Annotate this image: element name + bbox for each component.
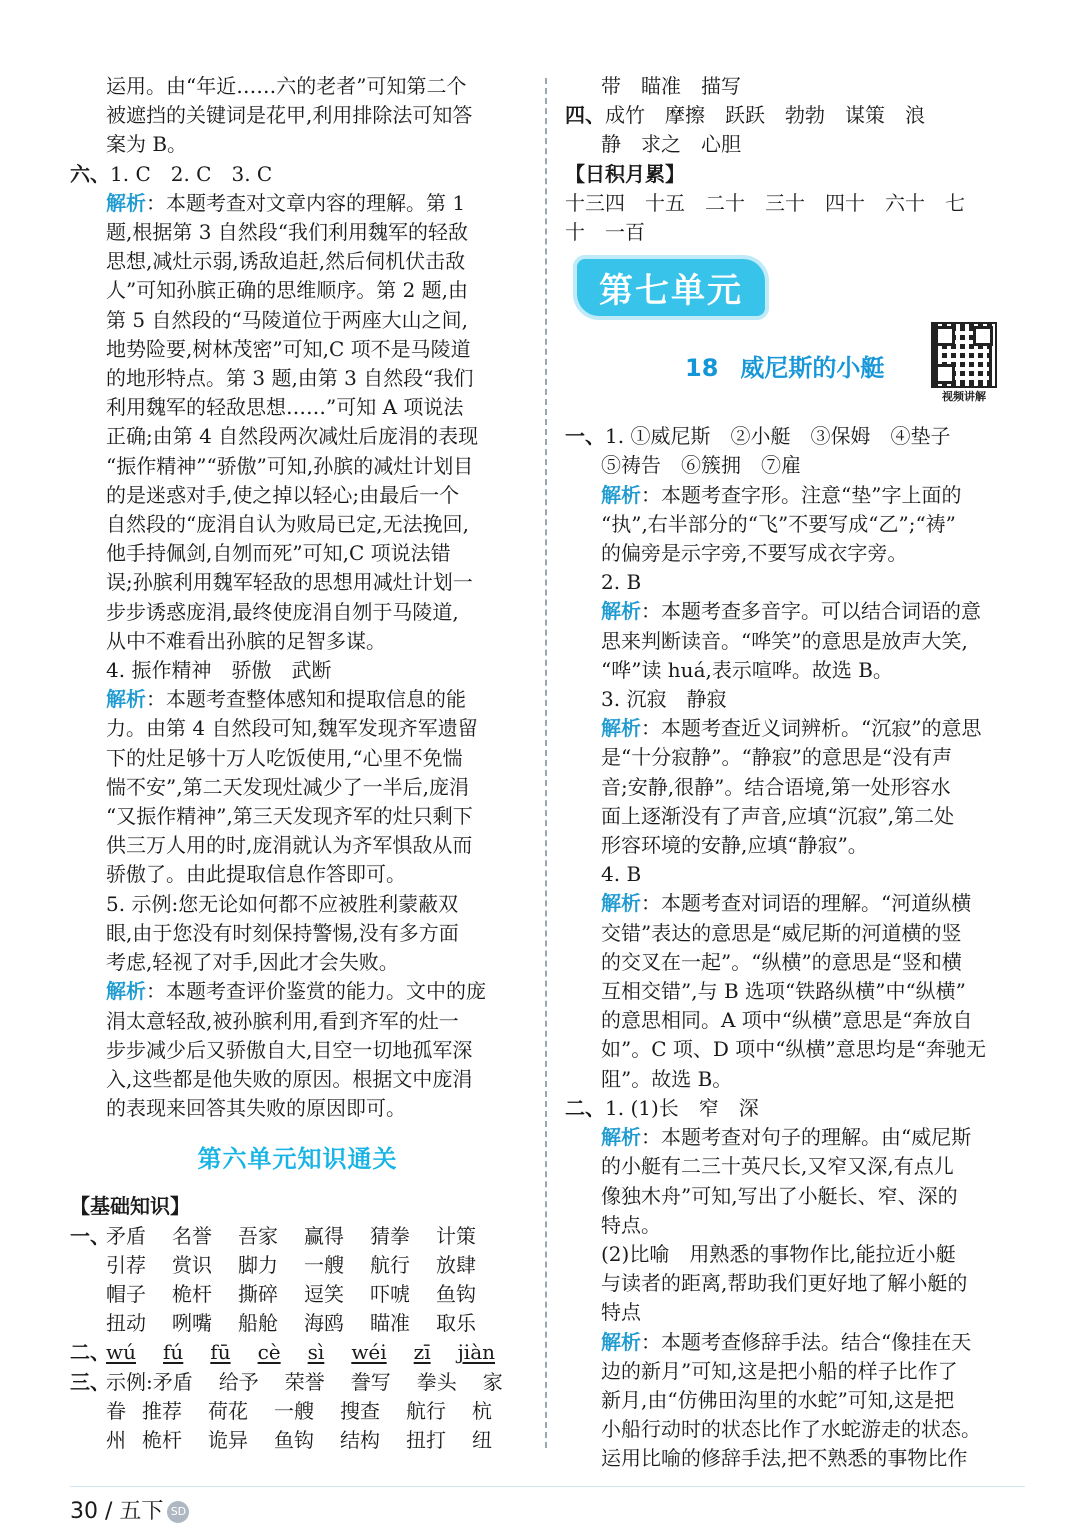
word: 赏识 — [172, 1252, 212, 1277]
section-6-text: 1. C 2. C 3. C — [110, 161, 273, 186]
analysis-text: 正确;由第 4 自然段两次减灶后庞涓的表现 — [106, 424, 479, 449]
analysis-line — [106, 393, 525, 422]
analysis-text: 的地形特点。第 3 题,由第 3 自然段“我们 — [106, 366, 474, 391]
page-separator: / — [105, 1499, 113, 1524]
analysis-line — [106, 452, 525, 481]
indent — [70, 1309, 106, 1338]
r-q1-line1: 1. ①威尼斯 ②小艇 ③保姆 ④垫子 — [605, 424, 951, 449]
unit-6-title: 第六单元知识通关 — [197, 1145, 398, 1174]
analysis-text: 步步诱惑庞涓,最终使庞涓自刎于马陵道, — [106, 599, 459, 624]
r-question-4: 4. B — [601, 862, 642, 887]
analysis-text: 涓太意轻敌,被孙膑利用,看到齐军的灶一 — [106, 1008, 459, 1033]
analysis-line — [106, 364, 525, 393]
analysis-line — [106, 744, 525, 773]
analysis-block — [565, 1328, 1025, 1474]
analysis-line — [106, 510, 525, 539]
pinyin: fú — [163, 1340, 184, 1365]
analysis-block — [70, 977, 525, 1123]
word: 眷 — [106, 1398, 126, 1423]
analysis-text: 的交叉在一起”。“纵横”的意思是“竖和横 — [601, 949, 962, 974]
section-4-words — [565, 101, 1025, 159]
analysis-line — [601, 1035, 1025, 1064]
analysis-line — [106, 539, 525, 568]
word: 荣誉 — [284, 1369, 325, 1394]
pinyin: sì — [307, 1340, 325, 1365]
analysis-label: 解析 — [601, 1329, 641, 1354]
word: 结构 — [340, 1427, 380, 1452]
answer-line: 考虑,轻视了对手,因此才会失败。 — [106, 950, 399, 975]
word: 矛盾 — [106, 1223, 146, 1248]
analysis-text: 的小艇有二三十英尺长,又窄又深,有点儿 — [601, 1154, 954, 1179]
column-divider — [545, 78, 547, 1448]
analysis-text: 的是迷惑对手,使之掉以轻心;由最后一个 — [106, 482, 460, 507]
word-row — [70, 1368, 525, 1397]
analysis-block — [70, 685, 525, 889]
analysis-text: 自然段的“庞涓自认为败局已定,无法挽回, — [106, 512, 469, 537]
analysis-line — [601, 1006, 1025, 1035]
daily-line: 十三四 十五 二十 三十 四十 六十 七 — [565, 190, 965, 215]
daily-line: 十 一百 — [565, 220, 645, 245]
analysis-text: 特点。 — [601, 1212, 661, 1237]
r-section-2-q1 — [565, 1094, 1025, 1123]
analysis-block — [565, 481, 1025, 569]
answer-line: 眼,由于您没有时刻保持警惕,没有多方面 — [106, 920, 459, 945]
analysis-line — [106, 481, 525, 510]
analysis-text: 形容环境的安静,应填“静寂”。 — [601, 833, 868, 858]
r-question-3: 3. 沉寂 静寂 — [601, 687, 727, 712]
analysis-text: 下的灶足够十万人吃饭使用,“心里不免惴 — [106, 745, 463, 770]
word: 脚力 — [238, 1252, 278, 1277]
word-row — [70, 1397, 525, 1426]
intro-line: 案为 B。 — [106, 132, 188, 157]
example-prefix: 示例: — [106, 1369, 153, 1394]
analysis-text: 第 5 自然段的“马陵道位于两座大山之间, — [106, 307, 469, 332]
indent — [70, 1397, 106, 1426]
word: 猜拳 — [370, 1223, 410, 1248]
r-section-2-mark: 二、 — [565, 1095, 605, 1120]
indent — [70, 1426, 106, 1455]
pinyin-list — [106, 1338, 522, 1367]
section-2-pinyin — [70, 1338, 525, 1367]
word: 一艘 — [304, 1252, 344, 1277]
analysis-text: 互相交错”,与 B 选项“铁路纵横”中“纵横” — [601, 979, 966, 1004]
analysis-line — [601, 510, 1025, 539]
word: 给予 — [218, 1369, 259, 1394]
section-2-mark: 二、 — [70, 1340, 110, 1365]
analysis-line — [601, 831, 1025, 860]
analysis-text: 新月,由“仿佛田沟里的水蛇”可知,这是把 — [601, 1387, 955, 1412]
analysis-text: “哗”读 huá,表示喧哗。故选 B。 — [601, 657, 893, 682]
word: 纽 — [472, 1427, 492, 1452]
analysis-text: 阻”。故选 B。 — [601, 1066, 733, 1091]
analysis-line — [601, 977, 1025, 1006]
analysis-text: 音;安静,很静”。结合语境,第一处形容水 — [601, 774, 951, 799]
analysis-text: 题,根据第 3 自然段“我们利用魏军的轻敌 — [106, 220, 469, 245]
analysis-text: 利用魏军的轻敌思想……”可知 A 项说法 — [106, 395, 464, 420]
word: 桅杆 — [142, 1427, 182, 1452]
analysis-line — [601, 1386, 1025, 1415]
analysis-line — [601, 773, 1025, 802]
analysis-line — [106, 306, 525, 335]
analysis-text: 边的新月”可知,这是把小船的样子比作了 — [601, 1358, 958, 1383]
pinyin: wéi — [351, 1340, 387, 1365]
analysis-line — [601, 802, 1025, 831]
analysis-text: 的偏旁是示字旁,不要写成衣字旁。 — [601, 541, 908, 566]
grade-label: 五下 — [119, 1499, 164, 1524]
pinyin: wú — [106, 1340, 136, 1365]
analysis-text: 步步减少后又骄傲自大,目空一切地孤军深 — [106, 1037, 473, 1062]
analysis-text: 思想,减灶示弱,诱敌追赶,然后伺机伏击敌 — [106, 249, 466, 274]
word: 鱼钩 — [436, 1281, 476, 1306]
top-line: 带 瞄准 描写 — [601, 74, 741, 98]
analysis-line — [601, 1328, 1025, 1357]
analysis-text: “执”,右半部分的“飞”不要写成“乙”;“祷” — [601, 511, 956, 536]
intro-text — [70, 72, 525, 160]
analysis-label: 解析 — [106, 190, 146, 215]
page-number: 30 — [70, 1499, 98, 1524]
lesson-title — [685, 348, 884, 383]
analysis-line — [601, 539, 1025, 568]
word: 扭动 — [106, 1311, 146, 1336]
analysis-text: 的意思相同。A 项中“纵横”意思是“奔放自 — [601, 1008, 973, 1033]
word: 誊写 — [350, 1369, 391, 1394]
analysis-text: 思来判断读音。“哗笑”的意思是放声大笑, — [601, 628, 968, 653]
r-question-2: 2. B — [601, 570, 642, 595]
word: 矛盾 — [152, 1369, 193, 1394]
word-row — [70, 1309, 525, 1338]
analysis-text: ：本题考查整体感知和提取信息的能 — [146, 687, 466, 712]
analysis-line — [106, 685, 525, 714]
analysis-line — [106, 598, 525, 627]
analysis-text: “振作精神”“骄傲”可知,孙膑的减灶计划目 — [106, 453, 474, 478]
analysis-line — [601, 919, 1025, 948]
r-s2-q1-text: 1. (1)长 窄 深 — [605, 1095, 759, 1120]
analysis-label: 解析 — [601, 1125, 641, 1150]
analysis-line — [601, 1415, 1025, 1444]
indent — [70, 1280, 106, 1309]
page-footer — [70, 1494, 189, 1525]
left-column — [70, 72, 525, 1455]
indent — [70, 1251, 106, 1280]
qr-code-icon[interactable] — [931, 322, 997, 388]
analysis-text: ：本题考查修辞手法。结合“像挂在天 — [641, 1329, 972, 1354]
analysis-text: 运用比喻的修辞手法,把不熟悉的事物比作 — [601, 1446, 968, 1471]
word: 取乐 — [436, 1311, 476, 1336]
qr-caption: 视频讲解 — [942, 390, 986, 404]
pinyin: cè — [257, 1340, 281, 1365]
analysis-text: ：本题考查字形。注意“垫”字上面的 — [641, 482, 962, 507]
analysis-text: 人”可知孙膑正确的思维顺序。第 2 题,由 — [106, 278, 469, 303]
analysis-text: 小船行动时的状态比作了水蛇游走的状态。 — [601, 1417, 981, 1442]
word: 航行 — [370, 1252, 410, 1277]
word-row — [70, 1426, 525, 1455]
analysis-line — [601, 1182, 1025, 1211]
analysis-label: 解析 — [106, 979, 146, 1004]
word: 桅杆 — [172, 1281, 212, 1306]
analysis-text: 他手持佩剑,自刎而死”可知,C 项说法错 — [106, 541, 451, 566]
analysis-text: 从中不难看出孙膑的足智多谋。 — [106, 628, 386, 653]
analysis-line — [106, 1007, 525, 1036]
analysis-text: ：本题考查评价鉴赏的能力。文中的庞 — [146, 979, 486, 1004]
word: 咧嘴 — [172, 1311, 212, 1336]
pinyin: jiàn — [457, 1340, 496, 1365]
analysis-block — [565, 597, 1025, 685]
word: 计策 — [436, 1223, 476, 1248]
r-question-1 — [565, 422, 1025, 451]
word: 杭 — [472, 1398, 492, 1423]
analysis-line — [106, 802, 525, 831]
analysis-text: ：本题考查多音字。可以结合词语的意 — [641, 599, 981, 624]
question-5 — [70, 890, 525, 978]
analysis-text: 如”。C 项、D 项中“纵横”意思均是“奔驰无 — [601, 1037, 986, 1062]
analysis-text: 交错”表达的意思是“威尼斯的河道横的竖 — [601, 920, 962, 945]
basic-knowledge-heading: 【基础知识】 — [70, 1194, 190, 1219]
analysis-line — [106, 1094, 525, 1123]
r-section-1-mark: 一、 — [565, 424, 605, 449]
analysis-line — [106, 1065, 525, 1094]
word: 引荐 — [106, 1252, 146, 1277]
answer-line: 与读者的距离,帮助我们更好地了解小艇的 — [601, 1271, 968, 1296]
analysis-text: ：本题考查对句子的理解。由“威尼斯 — [641, 1125, 972, 1150]
lesson-name: 威尼斯的小艇 — [740, 354, 885, 383]
word: 航行 — [406, 1398, 446, 1423]
r-section-2-q2 — [565, 1240, 1025, 1328]
analysis-label: 解析 — [601, 599, 641, 624]
analysis-line — [106, 1036, 525, 1065]
analysis-block — [70, 189, 525, 656]
analysis-line — [106, 422, 525, 451]
answer-line: 5. 示例:您无论如何都不应被胜利蒙蔽双 — [106, 891, 459, 916]
analysis-line — [601, 948, 1025, 977]
word: 鱼钩 — [274, 1427, 314, 1452]
analysis-line — [601, 714, 1025, 743]
analysis-text: 误;孙膑利用魏军轻敌的思想用减灶计划一 — [106, 570, 473, 595]
analysis-line — [601, 889, 1025, 918]
analysis-line — [601, 1211, 1025, 1240]
analysis-text: 像独木舟”可知,写出了小艇长、窄、深的 — [601, 1183, 958, 1208]
word: 州 — [106, 1427, 126, 1452]
analysis-label: 解析 — [106, 687, 146, 712]
analysis-line — [601, 1357, 1025, 1386]
section-1-words — [70, 1222, 525, 1339]
analysis-label: 解析 — [601, 891, 641, 916]
intro-line: 运用。由“年近……六的老者”可知第二个 — [106, 74, 467, 98]
section-3-words — [70, 1368, 525, 1456]
question-4: 4. 振作精神 骄傲 武断 — [106, 658, 332, 683]
word-row — [565, 130, 1025, 159]
analysis-line — [601, 627, 1025, 656]
analysis-text: 的表现来回答其失败的原因即可。 — [106, 1096, 406, 1121]
word: 瞄准 — [370, 1311, 410, 1336]
analysis-line — [106, 276, 525, 305]
section-6-mark: 六、 — [70, 161, 110, 186]
analysis-line — [601, 1065, 1025, 1094]
word: 诡异 — [208, 1427, 248, 1452]
analysis-text: 供三万人用的时,庞涓就认为齐军惧敌从而 — [106, 833, 473, 858]
unit-7-banner: 第七单元 — [577, 259, 765, 316]
analysis-line — [106, 568, 525, 597]
analysis-line — [106, 831, 525, 860]
analysis-line — [601, 1123, 1025, 1152]
analysis-text: 入,这些都是他失败的原因。根据文中庞涓 — [106, 1066, 473, 1091]
analysis-line — [601, 1444, 1025, 1473]
analysis-text: ：本题考查对词语的理解。“河道纵横 — [641, 891, 972, 916]
word-row — [70, 1280, 525, 1309]
analysis-line — [106, 218, 525, 247]
analysis-line — [106, 714, 525, 743]
analysis-label: 解析 — [601, 716, 641, 741]
word: 一艘 — [274, 1398, 314, 1423]
words: 静 求之 心胆 — [601, 132, 741, 157]
analysis-line — [106, 627, 525, 656]
word: 海鸥 — [304, 1311, 344, 1336]
r-q1-line2: ⑤祷告 ⑥簇拥 ⑦雇 — [601, 453, 801, 478]
analysis-line — [106, 335, 525, 364]
word: 名誉 — [172, 1223, 212, 1248]
footer-rule — [70, 1486, 1025, 1487]
analysis-line — [601, 481, 1025, 510]
word: 吾家 — [238, 1223, 278, 1248]
word: 帽子 — [106, 1281, 146, 1306]
word: 船舱 — [238, 1311, 278, 1336]
sd-badge: SD — [167, 1501, 189, 1523]
analysis-line — [106, 247, 525, 276]
answer-line: (2)比喻 用熟悉的事物作比,能拉近小艇 — [601, 1241, 956, 1266]
analysis-text: 力。由第 4 自然段可知,魏军发现齐军遗留 — [106, 716, 478, 741]
analysis-line — [601, 656, 1025, 685]
word: 荷花 — [208, 1398, 248, 1423]
word: 逗笑 — [304, 1281, 344, 1306]
analysis-text: “又振作精神”,第三天发现齐军的灶只剩下 — [106, 804, 473, 829]
word: 家 — [482, 1369, 503, 1394]
pinyin: fū — [210, 1340, 231, 1365]
word: 赢得 — [304, 1223, 344, 1248]
analysis-line — [601, 743, 1025, 772]
analysis-text: ：本题考查对文章内容的理解。第 1 — [146, 190, 466, 215]
word: 放肆 — [436, 1252, 476, 1277]
section-mark: 一、 — [70, 1223, 110, 1248]
word: 搜查 — [340, 1398, 380, 1423]
analysis-line — [106, 977, 525, 1006]
analysis-text: 骄傲了。由此提取信息作答即可。 — [106, 862, 406, 887]
analysis-block — [565, 1123, 1025, 1240]
answer-line: 特点 — [601, 1300, 641, 1325]
daily-heading: 【日积月累】 — [565, 161, 685, 186]
analysis-text: 面上逐渐没有了声音,应填“沉寂”,第二处 — [601, 803, 955, 828]
analysis-text: 地势险要,树林茂密”可知,C 项不是马陵道 — [106, 336, 471, 361]
word: 吓唬 — [370, 1281, 410, 1306]
section-4-mark: 四、 — [565, 103, 605, 128]
word-row — [70, 1222, 525, 1251]
word: 扭打 — [406, 1427, 446, 1452]
pinyin: zī — [413, 1340, 431, 1365]
analysis-block — [565, 714, 1025, 860]
intro-line: 被遮挡的关键词是花甲,利用排除法可知答 — [106, 103, 473, 128]
lesson-header — [565, 326, 1025, 422]
word: 撕碎 — [238, 1281, 278, 1306]
analysis-text: ：本题考查近义词辨析。“沉寂”的意思 — [641, 716, 982, 741]
section-mark: 三、 — [70, 1369, 110, 1394]
analysis-line — [601, 1152, 1025, 1181]
word: 推荐 — [142, 1398, 182, 1423]
words: 成竹 摩擦 跃跃 勃勃 谋策 浪 — [605, 103, 925, 128]
analysis-line — [106, 860, 525, 889]
analysis-text: 是“十分寂静”。“静寂”的意思是“没有声 — [601, 745, 953, 770]
analysis-text: 惴不安”,第二天发现灶减少了一半后,庞涓 — [106, 774, 469, 799]
word-row — [565, 101, 1025, 130]
analysis-block — [565, 889, 1025, 1093]
section-6-answers — [70, 160, 525, 189]
analysis-line — [601, 597, 1025, 626]
analysis-line — [106, 189, 525, 218]
daily-accumulation — [565, 189, 1025, 247]
analysis-label: 解析 — [601, 482, 641, 507]
right-column — [565, 72, 1025, 1474]
word: 拳头 — [416, 1369, 457, 1394]
word-row — [70, 1251, 525, 1280]
lesson-number: 18 — [685, 354, 719, 383]
analysis-line — [106, 773, 525, 802]
